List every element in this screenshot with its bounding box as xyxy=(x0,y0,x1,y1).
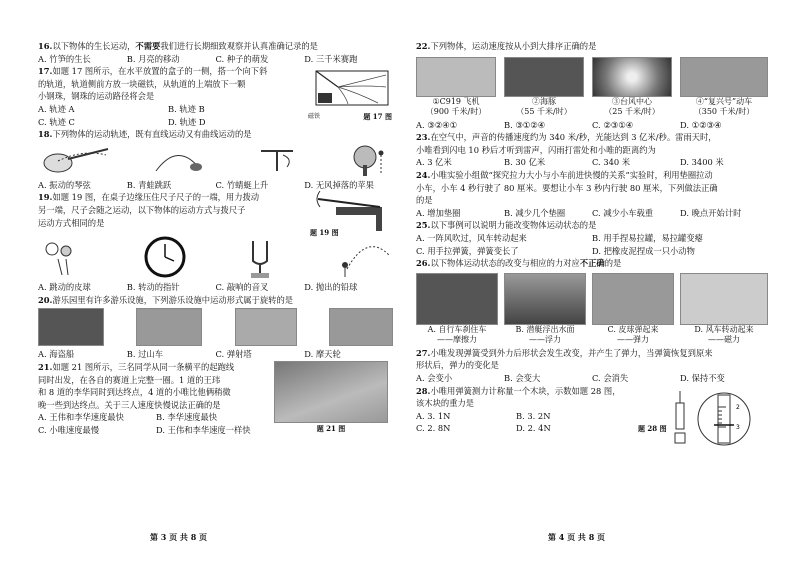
q23-option-d[interactable]: D. 3400 米 xyxy=(680,157,724,168)
q20-text: 游乐园里有许多游乐设施，下列游乐设施中运动形式属于旋转的是 xyxy=(52,294,294,305)
q26-post: 的是 xyxy=(604,258,622,269)
question-26: 26.以下物体运动状态的改变与相应的力对应不正确的是 xyxy=(416,258,622,269)
q28-option-a[interactable]: A. 3. 1N xyxy=(416,410,451,421)
q19-option-b[interactable]: B. 转动的指针 xyxy=(126,282,180,293)
q22-options xyxy=(416,119,768,132)
q27-options xyxy=(416,372,768,385)
q17-option-b[interactable]: B. 轨迹 B xyxy=(168,103,205,114)
q17-line-2: 的轨道，轨道侧前方放一块磁铁，从轨道的上端放下一颗 xyxy=(38,78,246,89)
q19-option-c[interactable]: C. 敲响的音叉 xyxy=(215,282,269,293)
dolphin-image xyxy=(504,57,584,97)
q25-option-b[interactable]: B. 用手捏易拉罐，易拉罐变瘪 xyxy=(592,232,703,243)
q22-pic-plane: ①C919 飞机 （900 千米/时） xyxy=(416,57,496,117)
pirate-ship-image xyxy=(38,308,104,346)
q16-pre: 以下物体的生长运动， xyxy=(52,41,136,51)
ruler-table-image xyxy=(310,183,392,233)
q26-pic-d[interactable]: D. 风车转动起来 ——磁力 xyxy=(680,273,768,345)
q18-option-a[interactable]: A. 振动的琴弦 xyxy=(38,179,91,190)
frog-jump-image xyxy=(148,145,208,175)
q22-option-b[interactable]: B. ③①②④ xyxy=(504,119,546,130)
q25-options xyxy=(416,232,768,257)
q26-pre: 以下物体运动状态的改变与相应的力对应 xyxy=(430,258,580,269)
q16-post: 我们进行长期细致观察并认真准确记录的是 xyxy=(160,41,318,51)
q23-option-a[interactable]: A. 3 亿米 xyxy=(416,157,452,168)
q19-option-d[interactable]: D. 抛出的铅球 xyxy=(304,282,358,293)
question-19 xyxy=(38,191,393,238)
q18-option-b[interactable]: B. 青蛙跳跃 xyxy=(126,179,172,190)
question-17 xyxy=(38,65,393,128)
q22-option-d[interactable]: D. ①②③④ xyxy=(680,119,722,130)
q24-option-c[interactable]: C. 减少小车载重 xyxy=(592,207,654,218)
q19-line-2: 另一端，尺子会随之运动，以下物体的运动方式与拨尺子 xyxy=(38,204,246,215)
q17-track-diagram xyxy=(308,67,392,113)
tuning-fork-image xyxy=(243,235,277,279)
q25-option-a[interactable]: A. 一阵风吹过，风车转动起来 xyxy=(416,232,527,243)
question-28 xyxy=(416,385,768,435)
question-20: 20.游乐园里有许多游乐设施，下列游乐设施中运动形式属于旋转的是 xyxy=(38,294,294,305)
q17-figure xyxy=(308,67,392,121)
q19-figure xyxy=(310,183,392,238)
q19-option-a[interactable]: A. 跳动的皮球 xyxy=(38,282,91,293)
q24-line-3: 的是 xyxy=(416,195,433,206)
question-24 xyxy=(416,169,768,207)
scale-tick-3: 3 xyxy=(736,423,740,431)
q26-emph: 不正确 xyxy=(579,258,605,269)
q23-options xyxy=(416,156,768,169)
scale-tick-2: 2 xyxy=(736,403,740,411)
q22-pic-typhoon: ③台风中心 （25 千米/时） xyxy=(592,57,672,117)
q20-option-a[interactable]: A. 海盗船 xyxy=(38,349,75,360)
bicycle-brake-image xyxy=(416,273,498,325)
q26-pic-a[interactable]: A. 自行车刹住车 ——摩擦力 xyxy=(416,273,498,345)
q21-line-4: 晚一些到达终点。关于三人速度快慢说法正确的是 xyxy=(38,399,221,410)
guitar-image xyxy=(38,145,110,175)
q22-pic-dolphin: ②海豚 （55 千米/时） xyxy=(504,57,584,117)
q28-line-2: 该木块的重力是 xyxy=(416,398,475,409)
q21-figure-label: 题 21 图 xyxy=(316,423,346,433)
q21-option-d[interactable]: D. 王伟和李华速度一样快 xyxy=(156,424,251,435)
q24-option-d[interactable]: D. 晚点开始计时 xyxy=(680,207,742,218)
clock-image xyxy=(142,235,188,279)
q23-line-1: 23.在空气中，声音的传播速度约为 340 米/秒，光能达到 3 亿米/秒。雷雨天时， xyxy=(416,132,717,143)
windmill-image xyxy=(680,273,768,325)
q16-option-b[interactable]: B. 月亮的移动 xyxy=(126,53,180,64)
q16-option-d[interactable]: D. 三千米赛跑 xyxy=(304,53,358,64)
right-column xyxy=(416,40,768,435)
roller-coaster-image xyxy=(136,308,202,346)
q17-option-a[interactable]: A. 轨迹 A xyxy=(38,103,75,114)
q17-magnet-label: 磁铁 xyxy=(308,113,321,121)
q27-line-2: 形状后，弹力的变化是 xyxy=(416,360,499,371)
q22-images xyxy=(416,57,768,117)
q25-option-c[interactable]: C. 用手拉弹簧，弹簧变长了 xyxy=(416,245,519,256)
q19-line-1: 19.如题 19 图，在桌子边缘压住尺子尺子的一端，用力拨动 xyxy=(38,192,260,203)
q28-option-c[interactable]: C. 2. 8N xyxy=(416,423,451,434)
bouncing-ball-image xyxy=(38,235,86,279)
bullet-train-image xyxy=(680,57,768,97)
left-column xyxy=(38,40,393,436)
shot-put-image xyxy=(333,235,393,279)
q26-images xyxy=(416,273,768,345)
q18-option-c[interactable]: C. 竹蜻蜓上升 xyxy=(215,179,269,190)
page-footer-left: 第 3 页 共 8 页 xyxy=(150,532,208,542)
q17-option-d[interactable]: D. 轨迹 D xyxy=(168,116,206,127)
q16-option-a[interactable]: A. 竹笋的生长 xyxy=(38,53,91,64)
q17-line-3: 小钢珠，钢珠的运动路径将会是 xyxy=(38,91,155,102)
q22-option-a[interactable]: A. ③②④① xyxy=(416,119,458,130)
spring-scale-image xyxy=(672,389,758,449)
q19-line-3: 运动方式相同的是 xyxy=(38,217,105,228)
q28-option-b[interactable]: B. 3. 2N xyxy=(516,410,551,421)
q23-option-b[interactable]: B. 30 亿米 xyxy=(504,157,546,168)
q25-text: 以下事例可以说明力能改变物体运动状态的是 xyxy=(430,220,597,231)
ferris-wheel-image xyxy=(329,308,393,346)
q28-figure xyxy=(672,389,758,449)
q23-line-2: 小唯看到闪电 10 秒后才听到雷声，闪雨打雷处和小唯的距离约为 xyxy=(416,144,656,155)
question-21 xyxy=(38,361,393,437)
q19-options xyxy=(38,281,393,294)
q20-images xyxy=(38,308,393,346)
q24-line-1: 24.小唯实验小组做“探究拉力大小与小车前进快慢的关系”实验时，利用垫圈拉动 xyxy=(416,169,713,180)
question-16 xyxy=(38,40,393,53)
q21-line-1: 21.如题 21 图所示，三名同学从同一条横平的起跑线 xyxy=(38,361,235,372)
q21-option-a[interactable]: A. 王伟和李华速度最快 xyxy=(38,412,124,423)
q27-option-c[interactable]: C. 会消失 xyxy=(592,372,629,383)
airplane-image xyxy=(416,57,496,97)
q22-option-c[interactable]: C. ②③①④ xyxy=(592,119,634,130)
q16-number: 16. xyxy=(38,41,53,51)
drop-tower-image xyxy=(235,308,297,346)
bamboo-dragonfly-image xyxy=(247,145,305,175)
q20-options xyxy=(38,348,393,361)
q24-line-2: 小车，小车 4 秒行驶了 80 厘米。要想让小车 3 秒内行驶 80 厘米，下列做法正确 xyxy=(416,182,718,193)
question-22: 22.下列物体，运动速度按从小到大排序正确的是 xyxy=(416,41,597,51)
q17-line-1: 17.如题 17 图所示，在水平放置的盒子的一侧，搭一个向下斜 xyxy=(38,66,268,77)
q17-figure-label: 题 17 图 xyxy=(363,112,392,122)
q28-line-1: 28.小唯用弹簧测力计称量一个木块，示数如题 28 图， xyxy=(416,385,621,396)
typhoon-image xyxy=(592,57,672,97)
q21-line-2: 同时出发，在各自的赛道上完整一圈。1 道的王玮 xyxy=(38,374,221,385)
q27-line-1: 27.小唯发现弹簧受到外力后形状会发生改变，并产生了弹力，当弹簧恢复到原来 xyxy=(416,347,713,358)
question-23 xyxy=(416,131,768,156)
q27-option-d[interactable]: D. 保持不变 xyxy=(680,372,725,383)
q18-text: 下列物体的运动轨迹，既有直线运动又有曲线运动的是 xyxy=(52,129,252,140)
running-track-image xyxy=(274,361,388,423)
q18-option-d[interactable]: D. 无风掉落的苹果 xyxy=(304,179,374,190)
q25-option-d[interactable]: D. 把橡皮泥捏成一只小动物 xyxy=(592,245,695,256)
page-footer-right: 第 4 页 共 8 页 xyxy=(548,532,606,542)
q28-options xyxy=(416,410,616,435)
q21-figure xyxy=(274,361,388,436)
ball-bounce-image xyxy=(592,273,674,325)
q21-line-3: 和 8 道的李华同时到达终点，4 道的小唯比他俩稍微 xyxy=(38,387,231,398)
q27-option-a[interactable]: A. 会变小 xyxy=(416,372,453,383)
q19-images xyxy=(38,235,393,279)
q20-option-c[interactable]: C. 弹射塔 xyxy=(215,349,252,360)
q22-pic-train: ④“复兴号”动车 （350 千米/时） xyxy=(680,57,768,117)
q24-options xyxy=(416,207,768,220)
q21-option-c[interactable]: C. 小唯速度最慢 xyxy=(38,424,100,435)
q20-option-b[interactable]: B. 过山车 xyxy=(126,349,164,360)
q21-option-b[interactable]: B. 李华速度最快 xyxy=(156,412,218,423)
q24-option-a[interactable]: A. 增加垫圈 xyxy=(416,207,461,218)
q26-pic-b[interactable]: B. 潜艇浮出水面 ——浮力 xyxy=(504,273,586,345)
q28-figure-label: 题 28 图 xyxy=(638,423,667,433)
q16-option-c[interactable]: C. 种子的萌发 xyxy=(215,53,269,64)
q26-pic-c[interactable]: C. 皮球弹起来 ——弹力 xyxy=(592,273,674,345)
q21-options xyxy=(38,411,274,436)
q16-emph: 不需要 xyxy=(135,41,161,51)
question-18: 18.下列物体的运动轨迹，既有直线运动又有曲线运动的是 xyxy=(38,129,252,140)
q17-options xyxy=(38,103,298,128)
question-25: 25.以下事例可以说明力能改变物体运动状态的是 xyxy=(416,220,597,231)
q27-option-b[interactable]: B. 会变大 xyxy=(504,372,541,383)
q24-option-b[interactable]: B. 减少几个垫圈 xyxy=(504,207,566,218)
q23-option-c[interactable]: C. 340 米 xyxy=(592,157,631,168)
q22-text: 下列物体，运动速度按从小到大排序正确的是 xyxy=(430,41,597,51)
q16-options xyxy=(38,53,393,66)
apple-tree-image xyxy=(343,145,393,177)
q19-figure-label: 题 19 图 xyxy=(310,228,339,238)
q20-option-d[interactable]: D. 摩天轮 xyxy=(304,349,341,360)
q28-option-d[interactable]: D. 2. 4N xyxy=(516,423,551,434)
q17-option-c[interactable]: C. 轨迹 C xyxy=(38,116,75,127)
submarine-image xyxy=(504,273,586,325)
question-27 xyxy=(416,347,768,372)
q18-images xyxy=(38,145,393,177)
